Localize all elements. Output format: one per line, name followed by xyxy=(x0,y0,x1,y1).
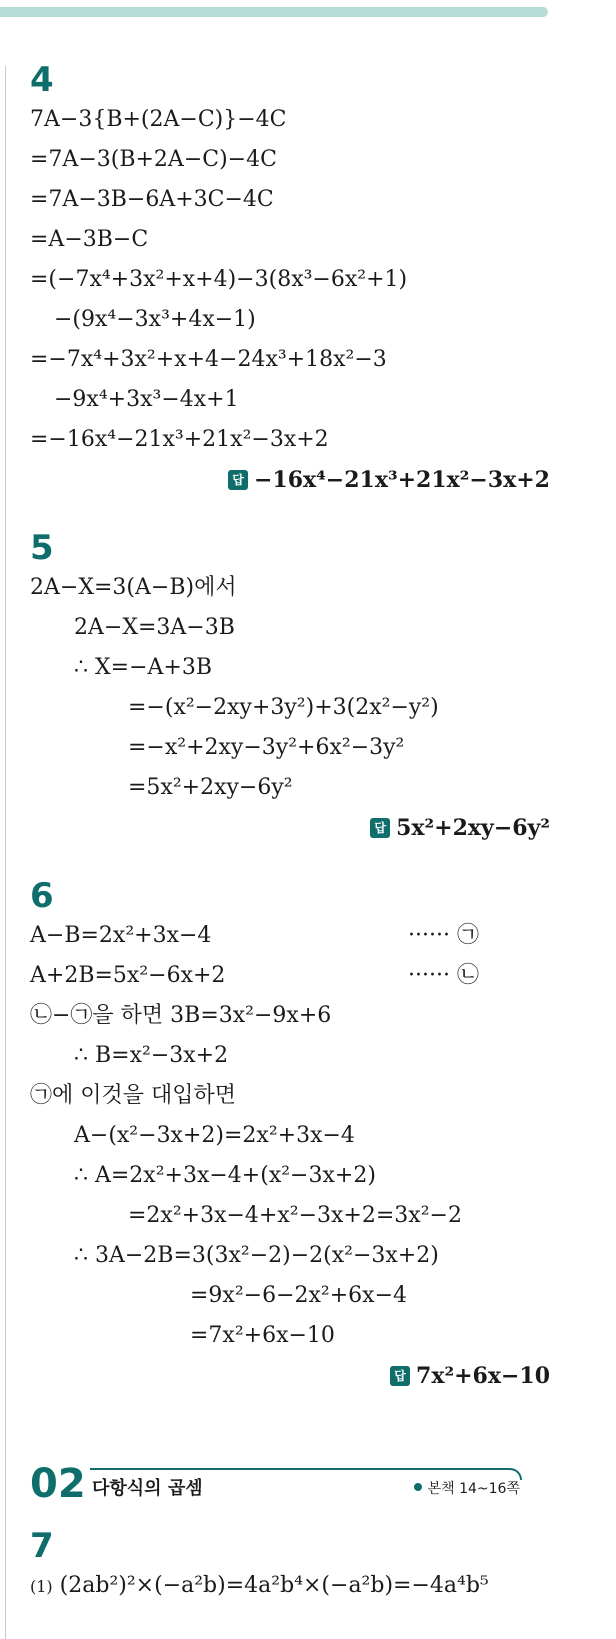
p6-line-11: =7x²+6x−10 xyxy=(190,1323,335,1348)
section-header xyxy=(30,1458,550,1514)
p6-line-3: ㉡−㉠을 하면 3B=3x²−9x+6 xyxy=(30,1003,332,1028)
p4-line-2: =7A−3(B+2A−C)−4C xyxy=(30,147,277,172)
p4-line-4: =A−3B−C xyxy=(30,227,149,252)
solution-content xyxy=(30,60,550,1606)
answer-badge: 답 xyxy=(228,470,248,490)
p5-line-1: 2A−X=3(A−B)에서 xyxy=(30,575,237,600)
p6-line-10: =9x²−6−2x²+6x−4 xyxy=(190,1283,408,1308)
problem-number-6: 6 xyxy=(30,876,54,916)
section-page-ref xyxy=(414,1478,520,1500)
answer-badge: 답 xyxy=(390,1366,410,1386)
p6-line-5: ㉠에 이것을 대입하면 xyxy=(30,1083,237,1108)
p6-line-6: A−(x²−3x+2)=2x²+3x−4 xyxy=(74,1123,355,1148)
p6-line-4: ∴ B=x²−3x+2 xyxy=(74,1043,229,1068)
p6-answer-text: 7x²+6x−10 xyxy=(416,1363,550,1389)
answer-badge: 답 xyxy=(370,818,390,838)
problem-number-7: 7 xyxy=(30,1526,54,1566)
problem-number-4: 4 xyxy=(30,60,54,100)
p6-line-7: ∴ A=2x²+3x−4+(x²−3x+2) xyxy=(74,1163,376,1188)
p4-line-5: =(−7x⁴+3x²+x+4)−3(8x³−6x²+1) xyxy=(30,267,408,292)
p6-eq-1: A−B=2x²+3x−4 xyxy=(30,923,212,948)
p5-answer xyxy=(30,808,550,848)
p6-eq-2: A+2B=5x²−6x+2 xyxy=(30,963,226,988)
p4-line-3: =7A−3B−6A+3C−4C xyxy=(30,187,274,212)
top-decor-bar xyxy=(0,7,548,17)
p4-line-1: 7A−3{B+(2A−C)}−4C xyxy=(30,107,287,132)
p6-line-8: =2x²+3x−4+x²−3x+2=3x²−2 xyxy=(128,1203,462,1228)
p6-answer xyxy=(30,1356,550,1396)
p5-line-2: 2A−X=3A−3B xyxy=(74,615,235,640)
p6-mark-1: ······ ㉠ xyxy=(408,923,479,948)
p6-line-9: ∴ 3A−2B=3(3x²−2)−2(x²−3x+2) xyxy=(74,1243,439,1268)
p5-line-6: =5x²+2xy−6y² xyxy=(128,775,293,800)
p6-line-2 xyxy=(30,956,550,996)
p7-label: (1) xyxy=(30,1577,53,1596)
p4-answer-text: −16x⁴−21x³+21x²−3x+2 xyxy=(253,467,550,493)
p4-line-8: −9x⁴+3x³−4x+1 xyxy=(54,387,239,412)
bullet-icon xyxy=(414,1483,422,1491)
p5-answer-text: 5x²+2xy−6y² xyxy=(396,815,550,841)
p5-line-5: =−x²+2xy−3y²+6x²−3y² xyxy=(128,735,405,760)
p5-line-4: =−(x²−2xy+3y²)+3(2x²−y²) xyxy=(128,695,439,720)
section-number: 02 xyxy=(30,1461,86,1507)
p4-line-6: −(9x⁴−3x³+4x−1) xyxy=(54,307,256,332)
p4-line-7: =−7x⁴+3x²+x+4−24x³+18x²−3 xyxy=(30,347,387,372)
section-ref-text: 본책 14~16쪽 xyxy=(427,1481,520,1497)
p7-line-1 xyxy=(30,1566,550,1606)
p7-expression: (2ab²)²×(−a²b)=4a²b⁴×(−a²b)=−4a⁴b⁵ xyxy=(59,1573,489,1598)
section-title: 다항식의 곱셈 xyxy=(92,1478,203,1499)
p4-line-9: =−16x⁴−21x³+21x²−3x+2 xyxy=(30,427,329,452)
problem-number-5: 5 xyxy=(30,528,54,568)
p4-answer xyxy=(30,460,550,500)
left-margin-rule xyxy=(5,66,6,1639)
p6-mark-2: ······ ㉡ xyxy=(408,963,479,988)
p5-line-3: ∴ X=−A+3B xyxy=(74,655,213,680)
p6-line-1 xyxy=(30,916,550,956)
